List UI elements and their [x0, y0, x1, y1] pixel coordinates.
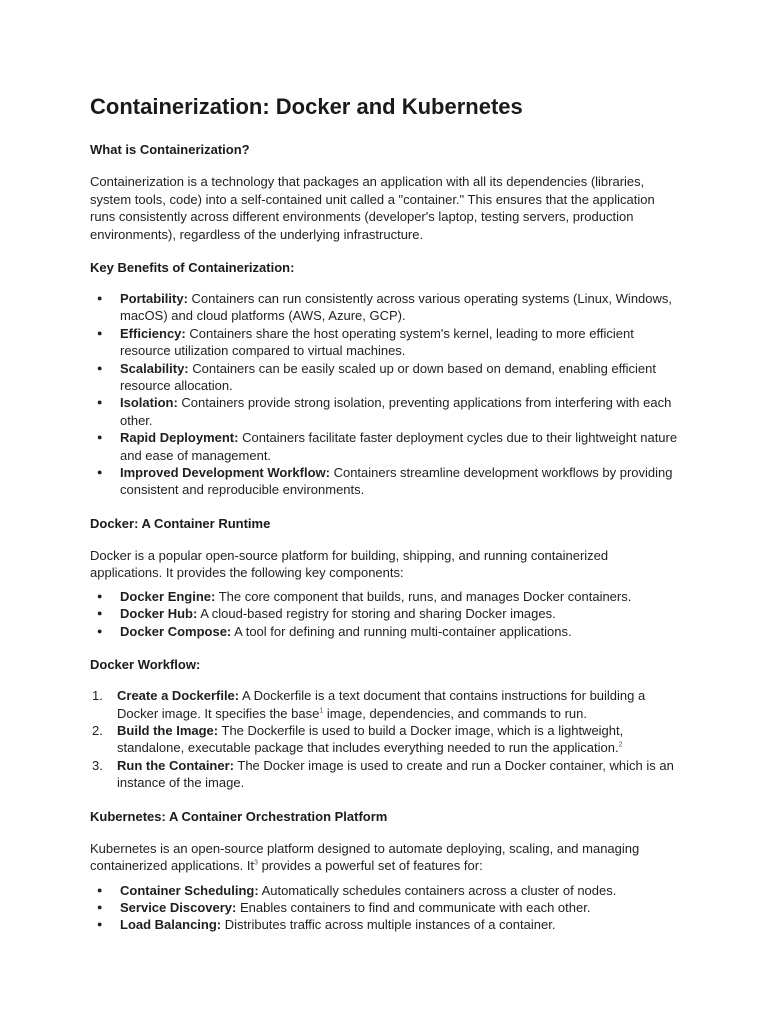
page-title: Containerization: Docker and Kubernetes — [90, 94, 523, 119]
list-item: ● Docker Compose: A tool for defining and running multi-container applications. — [90, 623, 678, 640]
what-heading: What is Containerization? — [90, 142, 250, 157]
list-item: ● Efficiency: Containers share the host operating system's kernel, leading to more efficient resource utilization compared to virtual machines. — [90, 325, 678, 360]
list-item: ● Load Balancing: Distributes traffic across multiple instances of a container. — [90, 916, 678, 933]
workflow-steps — [90, 687, 678, 791]
list-item: ● Docker Hub: A cloud-based registry for storing and sharing Docker images. — [90, 605, 678, 622]
kubernetes-features-list — [75, 882, 678, 934]
list-item: ● Rapid Deployment: Containers facilitate faster deployment cycles due to their lightweight nature and ease of management. — [90, 429, 678, 464]
list-item: ● Isolation: Containers provide strong isolation, preventing applications from interfering with each other. — [90, 394, 678, 429]
list-item: 3. Run the Container: The Docker image is used to create and run a Docker container, which is an instance of the image. — [92, 757, 674, 791]
list-item: 2. Build the Image: The Dockerfile is used to build a Docker image, which is a lightweight, standalone, executable package that includes everything needed to run the application.$^2$ — [92, 722, 624, 756]
list-item: ● Docker Engine: The core component that builds, runs, and manages Docker containers. — [90, 588, 678, 605]
benefits-list — [75, 290, 678, 499]
docker-paragraph: Docker is a popular open-source platform for building, shipping, and running containerized applications. It provides the following key components: — [90, 547, 609, 581]
benefits-heading: Key Benefits of Containerization: — [90, 260, 295, 275]
workflow-heading: Docker Workflow: — [90, 657, 201, 673]
docker-components-list — [75, 588, 678, 640]
kubernetes-paragraph: Kubernetes is an open-source platform designed to automate deploying, scaling, and managing containerized applications. It$^3$ provides a powerful set of features for: — [90, 840, 640, 874]
list-item: ● Service Discovery: Enables containers to find and communicate with each other. — [90, 899, 678, 916]
list-item: ● Container Scheduling: Automatically schedules containers across a cluster of nodes. — [90, 882, 678, 899]
docker-heading: Docker: A Container Runtime — [90, 515, 271, 531]
list-item: ● Portability: Containers can run consistently across various operating systems (Linux, Windows, macOS) and cloud platforms (AWS, Azure, GCP). — [90, 290, 678, 325]
kubernetes-heading: Kubernetes: A Container Orchestration Platform — [90, 808, 388, 824]
what-paragraph: Containerization is a technology that packages an application with all its dependencies (libraries, system tools, code) into a self-contained unit called a "container." This ensures that the application runs consistently across different environments (developer's laptop, testing servers, production environments), regardless of the underlying infrastructure. — [90, 174, 655, 242]
list-item: ● Scalability: Containers can be easily scaled up or down based on demand, enabling efficient resource allocation. — [90, 360, 678, 395]
list-item: 1. Create a Dockerfile: A Dockerfile is a text document that contains instructions for building a Docker image. It specifies the base$^1$ image, dependencies, and commands to run. — [92, 688, 646, 721]
list-item: ● Improved Development Workflow: Containers streamline development workflows by providing consistent and reproducible environments. — [90, 464, 678, 499]
